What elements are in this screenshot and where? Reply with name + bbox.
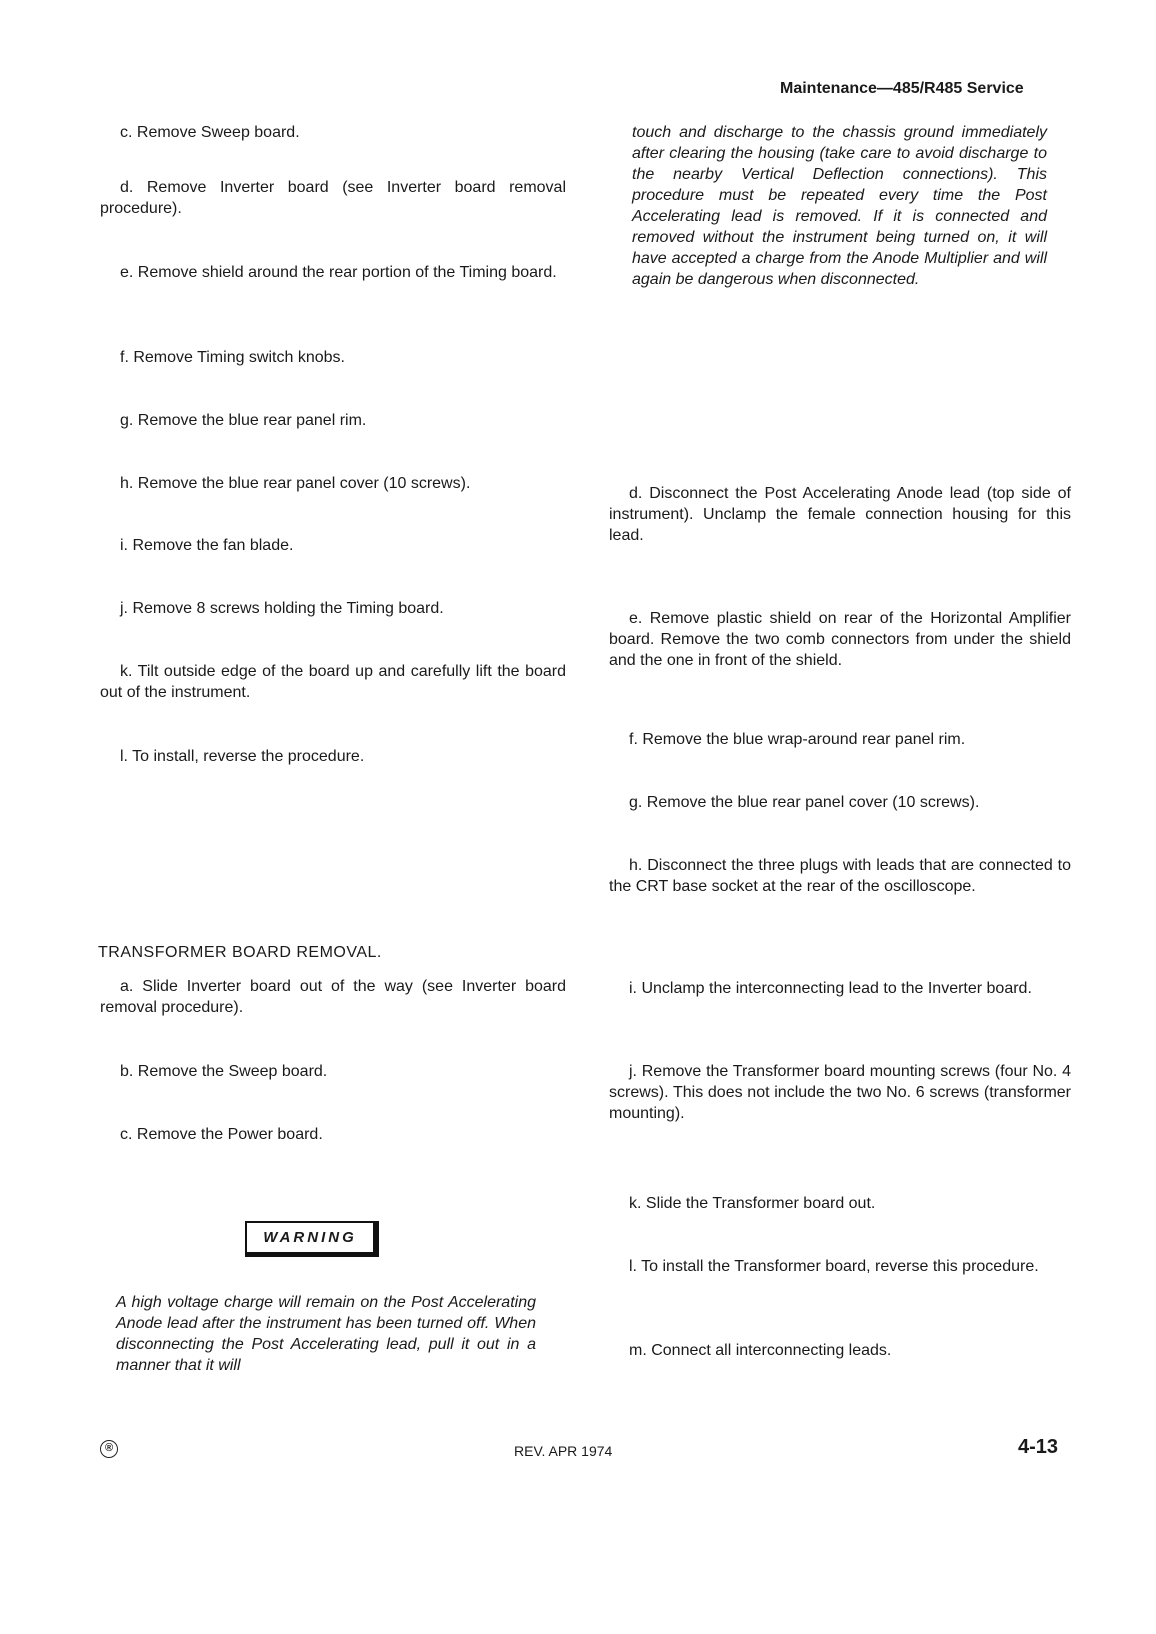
step-l-install: l. To install, reverse the procedure.	[120, 748, 365, 765]
step-i-remove-fan-blade: i. Remove the fan blade.	[120, 537, 294, 554]
manufacturer-logo-icon: ®	[100, 1440, 118, 1458]
step-e-remove-shield: e. Remove shield around the rear portion of the Timing board.	[120, 264, 557, 281]
step-c-remove-sweep-board: c. Remove Sweep board.	[120, 124, 300, 141]
step-d-remove-inverter-board: d. Remove Inverter board (see Inverter board removal procedure).	[100, 179, 566, 217]
section-title-transformer-board-removal: TRANSFORMER BOARD REMOVAL.	[98, 944, 382, 961]
step-h-remove-cover: h. Remove the blue rear panel cover (10 screws).	[120, 475, 471, 492]
step-k-lift-board: k. Tilt outside edge of the board up and carefully lift the board out of the instrument.	[100, 663, 566, 701]
transformer-step-g: g. Remove the blue rear panel cover (10 screws).	[629, 794, 980, 811]
transformer-step-i: i. Unclamp the interconnecting lead to the Inverter board.	[629, 980, 1032, 997]
warning-text-continued: touch and discharge to the chassis ground immediately after clearing the housing (take care to avoid discharge to the nearby Vertical Deflection connections). This procedure must be repeated every time the Post Accelerating lead is removed. If it is connected and removed without the instrument being turned on, it will have accepted a charge from the Anode Multiplier and will again be dangerous when disconnected.	[632, 124, 1047, 288]
page-number: 4-13	[1018, 1436, 1059, 1458]
transformer-step-m: m. Connect all interconnecting leads.	[629, 1342, 892, 1359]
transformer-step-d: d. Disconnect the Post Accelerating Anode lead (top side of instrument). Unclamp the female connection housing for this lead.	[609, 485, 1071, 544]
revision-date: REV. APR 1974	[514, 1443, 613, 1459]
transformer-step-b: b. Remove the Sweep board.	[120, 1063, 328, 1080]
step-f-remove-knobs: f. Remove Timing switch knobs.	[120, 349, 345, 366]
step-g-remove-rim: g. Remove the blue rear panel rim.	[120, 412, 367, 429]
transformer-step-h: h. Disconnect the three plugs with leads that are connected to the CRT base socket at the rear of the oscilloscope.	[609, 857, 1071, 895]
transformer-step-f: f. Remove the blue wrap-around rear panel rim.	[629, 731, 966, 748]
step-j-remove-screws: j. Remove 8 screws holding the Timing board.	[120, 600, 444, 617]
transformer-step-a: a. Slide Inverter board out of the way (see Inverter board removal procedure).	[100, 978, 566, 1016]
transformer-step-k: k. Slide the Transformer board out.	[629, 1195, 876, 1212]
warning-text: A high voltage charge will remain on the Post Accelerating Anode lead after the instrument has been turned off. When disconnecting the Post Accelerating lead, pull it out in a manner that it will	[116, 1294, 536, 1374]
page-header: Maintenance—485/R485 Service	[780, 80, 1024, 97]
warning-label: WARNING	[245, 1221, 379, 1257]
transformer-step-e: e. Remove plastic shield on rear of the Horizontal Amplifier board. Remove the two comb connectors from under the shield and the one in front of the shield.	[609, 610, 1071, 669]
transformer-step-c: c. Remove the Power board.	[120, 1126, 323, 1143]
transformer-step-j: j. Remove the Transformer board mounting screws (four No. 4 screws). This does not include the two No. 6 screws (transformer mounting).	[609, 1063, 1071, 1122]
transformer-step-l: l. To install the Transformer board, reverse this procedure.	[629, 1258, 1039, 1275]
